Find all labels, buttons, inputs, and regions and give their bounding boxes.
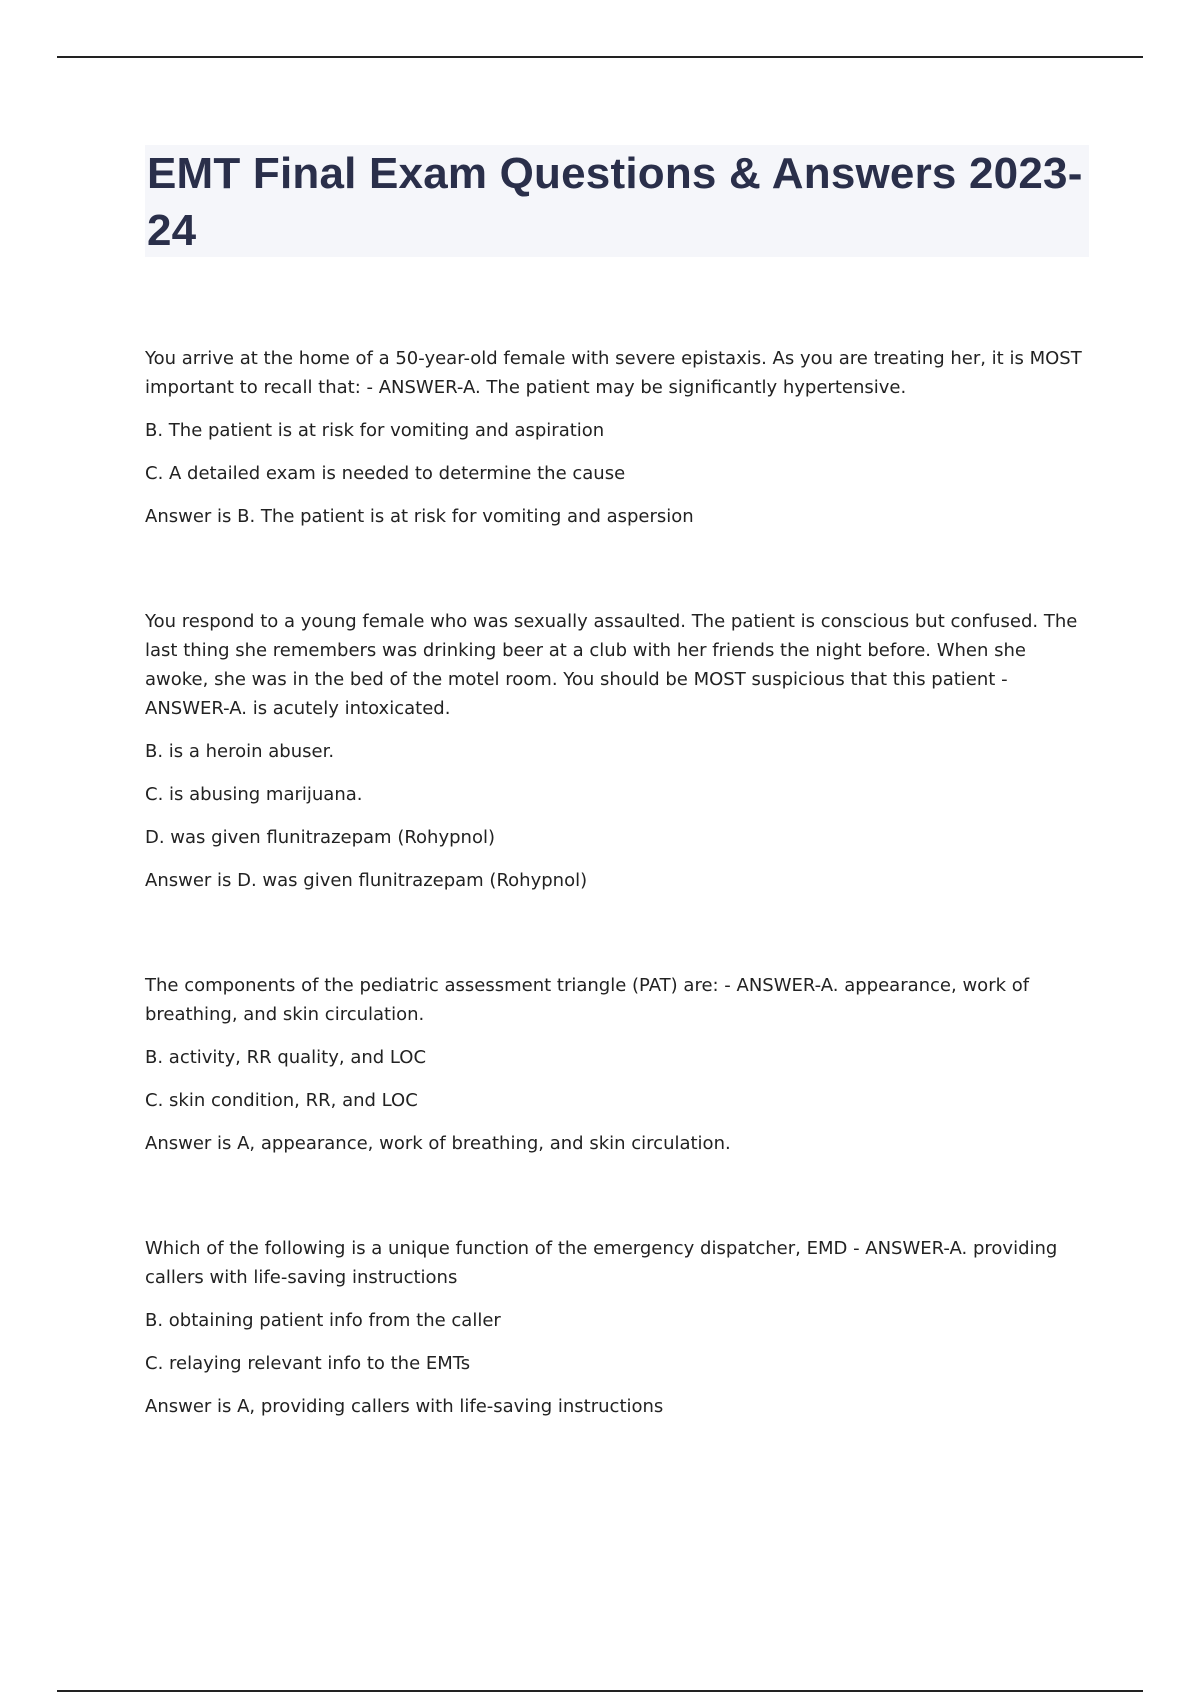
answer-option: B. is a heroin abuser. xyxy=(145,741,335,762)
answer-option: D. was given flunitrazepam (Rohypnol) xyxy=(145,827,495,848)
bottom-rule xyxy=(57,1690,1143,1692)
answer-key: Answer is D. was given flunitrazepam (Rohypnol) xyxy=(145,870,588,891)
title-block xyxy=(145,145,1089,257)
question-text: You respond to a young female who was sexually assaulted. The patient is conscious but confused. The last thing she remembers was drinking beer at a club with her friends the night before. When she awoke, she was in the bed of the motel room. You should be MOST suspicious that this patient - ANSWER-A. is acutely intoxicated. xyxy=(145,611,1078,719)
answer-option: C. is abusing marijuana. xyxy=(145,784,363,805)
answer-option: C. A detailed exam is needed to determine the cause xyxy=(145,463,626,484)
answer-option: B. The patient is at risk for vomiting and aspiration xyxy=(145,420,605,441)
document-title: EMT Final Exam Questions & Answers 2023-24 xyxy=(147,149,1083,255)
answer-option: C. skin condition, RR, and LOC xyxy=(145,1090,418,1111)
answer-option: C. relaying relevant info to the EMTs xyxy=(145,1353,471,1374)
answer-key: Answer is B. The patient is at risk for vomiting and aspersion xyxy=(145,506,694,527)
qa-block-4 xyxy=(145,1234,1095,1421)
question-text: You arrive at the home of a 50-year-old female with severe epistaxis. As you are treating her, it is MOST important to recall that: - ANSWER-A. The patient may be significantly hypertensive. xyxy=(145,348,1082,398)
qa-block-1 xyxy=(145,344,1095,531)
question-text: The components of the pediatric assessment triangle (PAT) are: - ANSWER-A. appearance, work of breathing, and skin circulation. xyxy=(145,975,1030,1025)
answer-option: B. activity, RR quality, and LOC xyxy=(145,1047,427,1068)
answer-option: B. obtaining patient info from the caller xyxy=(145,1310,501,1331)
qa-block-3 xyxy=(145,971,1095,1158)
qa-block-2 xyxy=(145,607,1095,895)
answer-key: Answer is A, providing callers with life-saving instructions xyxy=(145,1396,664,1417)
top-rule xyxy=(57,56,1143,58)
answer-key: Answer is A, appearance, work of breathing, and skin circulation. xyxy=(145,1133,731,1154)
document-body xyxy=(145,344,1095,1497)
question-text: Which of the following is a unique function of the emergency dispatcher, EMD - ANSWER-A. providing callers with life-saving instructions xyxy=(145,1238,1058,1288)
